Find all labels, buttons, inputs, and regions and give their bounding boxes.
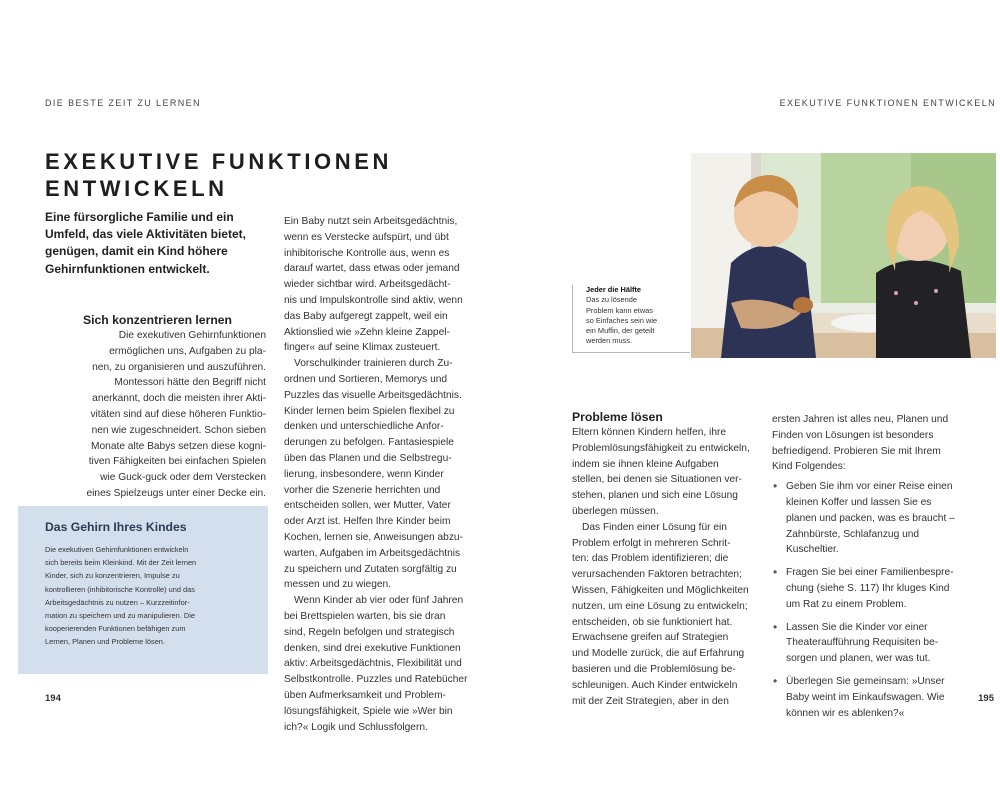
section-heading: Probleme lösen bbox=[572, 410, 663, 424]
text-line: denken, sind drei exekutive Funktionen bbox=[284, 642, 461, 654]
text-line: Kind Folgendes: bbox=[772, 461, 846, 473]
caption-title: Jeder die Hälfte bbox=[586, 285, 642, 294]
text-line: schleunigen. Auch Kinder entwickeln bbox=[572, 679, 738, 691]
page-number-right: 195 bbox=[978, 693, 994, 704]
lead-line: Eine fürsorgliche Familie und ein bbox=[45, 210, 234, 224]
text-line: vorher die Szenerie herrichten und bbox=[284, 484, 441, 496]
text-line: Das zu lösende bbox=[586, 295, 637, 305]
text-line: ein Muffin, der geteilt bbox=[586, 326, 655, 336]
section-problem-solving bbox=[572, 409, 758, 709]
text-line: werden muss. bbox=[586, 336, 633, 346]
text-line: stellen, bei denen sie Situationen ver- bbox=[572, 474, 742, 486]
text-line: mation zu speichern und zu manipulieren. Die bbox=[45, 611, 195, 621]
section-heading: Sich konzentrieren lernen bbox=[83, 313, 232, 327]
text-line: zu speichern und Zutaten sorgfältig zu bbox=[284, 563, 457, 575]
text-line: • Überlegen Sie gemeinsam: »Unser bbox=[786, 675, 945, 687]
info-box bbox=[18, 506, 268, 674]
text-line: messen und zu wiegen. bbox=[284, 579, 392, 591]
text-line: Kinder lernen beim Spielen flexibel zu bbox=[284, 405, 455, 417]
text-line: • Lassen Sie die Kinder vor einer bbox=[786, 621, 928, 633]
text-line: ten: das Problem identifizieren; die bbox=[572, 553, 729, 565]
running-head-left: DIE BESTE ZEIT ZU LERNEN bbox=[45, 98, 201, 108]
text-line: Eltern können Kindern helfen, ihre bbox=[572, 427, 727, 438]
column-2-text bbox=[284, 214, 480, 735]
text-line: nis und Impulskontrolle sind aktiv, wenn bbox=[284, 294, 463, 306]
text-line: finger« auf seine Klimax zusteuert. bbox=[284, 342, 441, 354]
text-line: entscheiden sollen, wer Mutter, Vater bbox=[284, 500, 451, 512]
list-item bbox=[772, 620, 972, 667]
text-line: befriedigend. Probieren Sie mit Ihrem bbox=[772, 445, 941, 457]
lead-line: genügen, damit ein Kind höhere bbox=[45, 244, 228, 259]
running-head-right: EXEKUTIVE FUNKTIONEN ENTWICKELN bbox=[779, 98, 996, 108]
children-photo bbox=[691, 153, 996, 358]
text-line: Kuscheltier. bbox=[786, 544, 839, 556]
text-line: Problem kann etwas bbox=[586, 305, 653, 315]
text-line: sorgen und planen, wer was tut. bbox=[786, 653, 931, 665]
text-line: lierung, insbesondere, wenn Kinder bbox=[284, 468, 444, 480]
text-line: kontrollieren (inhibitorische Kontrolle) und das bbox=[45, 584, 195, 594]
text-line: üben Aufmerksamkeit und Problem- bbox=[284, 689, 446, 701]
text-line: und Modelle zurück, die auf Erfahrung bbox=[572, 648, 745, 660]
page-number-left: 194 bbox=[45, 693, 61, 704]
text-line: so Einfaches sein wie bbox=[586, 315, 658, 325]
text-line: überlegen müssen. bbox=[572, 505, 659, 517]
text-line: Wenn Kinder ab vier oder fünf Jahren bbox=[294, 595, 464, 607]
text-line: darauf wartet, dass etwas oder jemand bbox=[284, 263, 460, 275]
text-line: können wir es ablenken?« bbox=[786, 707, 905, 719]
text-line: Wissen, Fähigkeiten und Möglichkeiten bbox=[572, 584, 749, 596]
text-line: inhibitorische Kontrolle aus, wenn es bbox=[284, 247, 450, 259]
text-line: planen und packen, was es braucht – bbox=[786, 512, 955, 524]
text-line: mit der Zeit Strategien, aber in den bbox=[572, 695, 729, 707]
text-line: sich bereits beim Kleinkind. Mit der Zeit lernen bbox=[45, 558, 197, 568]
text-line: entscheiden, ob sie funktioniert hat. bbox=[572, 616, 733, 628]
text-line: • Fragen Sie bei einer Familienbespre- bbox=[786, 567, 954, 579]
section-concentration bbox=[45, 312, 266, 502]
text-line: Problem erfolgt in mehreren Schrit- bbox=[572, 537, 731, 549]
text-line: um Rat zu einem Problem. bbox=[786, 598, 907, 610]
tips-list bbox=[772, 479, 972, 721]
text-line: oder Arzt ist. Helfen Ihre Kinder beim bbox=[284, 516, 451, 528]
text-line: Zahnbürste, Schlafanzug und bbox=[786, 528, 920, 540]
page-title-line: EXEKUTIVE FUNKTIONEN bbox=[45, 149, 393, 174]
text-line: chung (siehe S. 117) Ihr kluges Kind bbox=[786, 582, 950, 594]
text-line: ich?« Logik und Schlussfolgern. bbox=[284, 721, 428, 733]
text-line: wenn es Verstecke aufspürt, und übt bbox=[284, 231, 449, 243]
text-line: wieder sichtbar wird. Arbeitsgedächt- bbox=[284, 279, 451, 291]
text-line: indem sie ihnen kleine Aufgaben bbox=[572, 458, 719, 470]
text-line: Montessori hätte den Begriff nicht bbox=[114, 377, 266, 389]
text-line: ermöglichen uns, Aufgaben zu pla- bbox=[109, 345, 266, 357]
text-line: tiven Fähigkeiten bei einfachen Spielen bbox=[88, 456, 266, 468]
text-line: Erwachsene greifen auf Strategien bbox=[572, 632, 729, 644]
text-line: üben das Planen und die Selbstregu- bbox=[284, 452, 452, 464]
lead-line: Umfeld, das viele Aktivitäten bietet, bbox=[45, 227, 246, 242]
page-title bbox=[45, 148, 445, 202]
text-line: Monate alte Babys setzen diese kogni- bbox=[91, 440, 266, 452]
text-line: nen, zu organisieren und auszuführen. bbox=[92, 361, 266, 373]
text-line: lösungsfähigkeit, Spiele wie »Wer bin bbox=[284, 705, 453, 717]
text-line: wie Guck-guck oder dem Verstecken bbox=[100, 472, 266, 484]
text-line: eines Spielzeugs unter einer Decke ein. bbox=[86, 487, 266, 499]
text-line: basieren und die Problemlösung be- bbox=[572, 663, 736, 675]
text-line: stehen, planen und sich eine Lösung bbox=[572, 490, 738, 502]
text-line: denken und unterschiedliche Anfor- bbox=[284, 421, 444, 433]
text-line: derungen zu befolgen. Fantasiespiele bbox=[284, 437, 454, 449]
text-line: ordnen und Sortieren, Memorys und bbox=[284, 373, 448, 385]
text-line: Puzzles das visuelle Arbeitsgedächtnis. bbox=[284, 389, 462, 401]
text-line: Baby weint im Einkaufswagen. Wie bbox=[786, 691, 945, 703]
text-line: Kochen, lernen sie, Anweisungen abzu- bbox=[284, 531, 463, 543]
text-line: warten, Aufgaben im Arbeitsgedächtnis bbox=[284, 547, 461, 559]
text-line: Arbeitsgedächtnis zu nutzen – Kurzzeitinfor- bbox=[45, 597, 190, 607]
text-line: anerkannt, doch die meisten ihrer Akti- bbox=[92, 393, 266, 405]
page-title-line: ENTWICKELN bbox=[45, 176, 228, 201]
text-line: Problemlösungsfähigkeit zu entwickeln, bbox=[572, 442, 750, 454]
list-item bbox=[772, 479, 972, 558]
info-box-text bbox=[45, 543, 196, 649]
text-line: Theateraufführung Requisiten be- bbox=[786, 637, 939, 649]
text-line: ersten Jahren ist alles neu, Planen und bbox=[772, 414, 949, 425]
text-line: sind, Regeln befolgen und strategisch bbox=[284, 626, 455, 638]
text-line: Das Finden einer Lösung für ein bbox=[582, 521, 727, 533]
text-line: kooperierenden Funktionen befähigen zum bbox=[45, 624, 186, 634]
text-line: das Baby aufgeregt zappelt, weil ein bbox=[284, 310, 448, 322]
text-line: Kinder, sich zu konzentrieren, Impulse zu bbox=[45, 571, 180, 581]
text-line: • Geben Sie ihm vor einer Reise einen bbox=[786, 481, 953, 493]
text-line: verursachenden Faktoren betrachten; bbox=[572, 569, 742, 581]
text-line: aktiv: Arbeitsgedächtnis, Flexibilität und bbox=[284, 658, 462, 670]
text-line: Die exekutiven Gehirnfunktionen bbox=[118, 330, 266, 341]
text-line: Vorschulkinder trainieren durch Zu- bbox=[294, 358, 453, 370]
photo-caption bbox=[572, 285, 690, 353]
column-4-text bbox=[772, 412, 972, 728]
text-line: nen wie zugeschneidert. Schon sieben bbox=[91, 424, 266, 436]
text-line: nutzen, um eine Lösung zu entwickeln; bbox=[572, 600, 748, 612]
lead-paragraph bbox=[45, 209, 267, 278]
text-line: kleinen Koffer und lassen Sie es bbox=[786, 496, 932, 508]
list-item bbox=[772, 565, 972, 612]
text-line: Ein Baby nutzt sein Arbeitsgedächtnis, bbox=[284, 216, 458, 227]
lead-line: Gehirnfunktionen entwickelt. bbox=[45, 261, 210, 276]
text-line: Die exekutiven Gehirnfunktionen entwickeln bbox=[45, 545, 189, 554]
text-line: Lernen, Planen und Probleme lösen. bbox=[45, 637, 165, 647]
text-line: Aktionslied wie »Zehn kleine Zappel- bbox=[284, 326, 450, 338]
info-box-heading: Das Gehirn Ihres Kindes bbox=[45, 520, 187, 534]
text-line: bei Brettspielen warten, bis sie dran bbox=[284, 610, 446, 622]
text-line: vitäten sind auf diese höheren Funktio- bbox=[90, 408, 266, 420]
text-line: Selbstkontrolle. Puzzles und Ratebücher bbox=[284, 674, 468, 686]
list-item bbox=[772, 674, 972, 721]
text-line: Finden von Lösungen ist besonders bbox=[772, 429, 934, 441]
